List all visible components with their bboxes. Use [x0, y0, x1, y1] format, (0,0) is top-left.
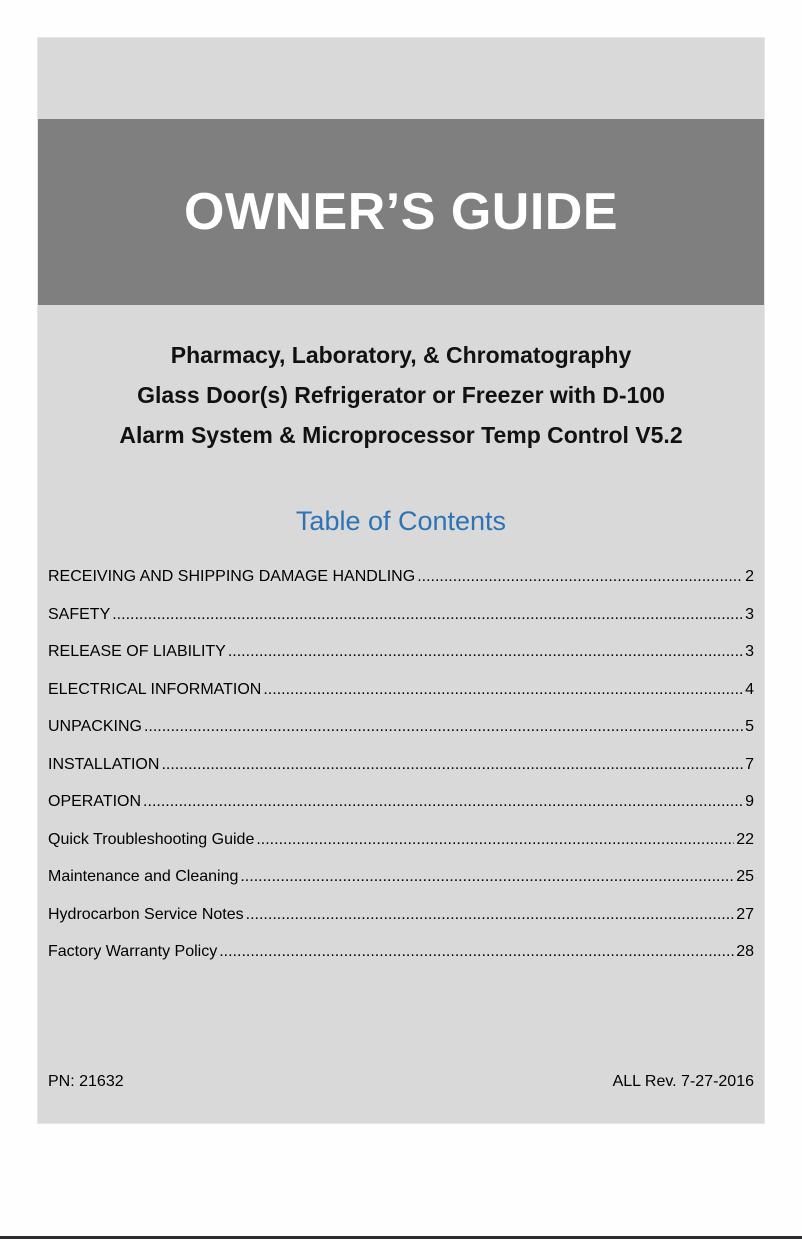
- toc-entry-page: 22: [736, 830, 754, 848]
- dot-leader: [417, 568, 743, 586]
- toc-entry-page: 2: [745, 568, 754, 585]
- dot-leader: [256, 831, 734, 849]
- toc-entry-page: 7: [745, 755, 754, 773]
- dot-leader: [263, 681, 743, 699]
- toc-entry-label: Factory Warranty Policy: [48, 943, 218, 960]
- toc-entry-label: SAFETY: [48, 605, 111, 623]
- toc-entry[interactable]: [48, 718, 754, 756]
- dot-leader: [240, 868, 734, 886]
- dot-leader: [161, 756, 743, 774]
- part-number: PN: 21632: [48, 1073, 124, 1090]
- toc-heading: Table of Contents: [295, 506, 507, 536]
- toc-entry-label: RECEIVING AND SHIPPING DAMAGE HANDLING: [48, 568, 416, 585]
- subtitle-line: Glass Door(s) Refrigerator or Freezer with D-100: [137, 382, 665, 408]
- document-title: OWNER’S GUIDE: [183, 183, 619, 241]
- revision: ALL Rev. 7-27-2016: [612, 1073, 754, 1090]
- toc-entry-page: 5: [745, 718, 754, 735]
- toc-entry-page: 28: [736, 943, 754, 960]
- dot-leader: [144, 718, 743, 736]
- toc-entry[interactable]: [48, 868, 754, 906]
- toc-entry-page: 3: [745, 643, 754, 660]
- toc-entry-page: 9: [745, 793, 754, 810]
- cover-page: [37, 37, 765, 1124]
- toc-entry[interactable]: [48, 906, 754, 944]
- toc-entry[interactable]: [48, 643, 754, 681]
- subtitle-line: Pharmacy, Laboratory, & Chromatography: [170, 342, 632, 368]
- toc-entry-page: 27: [736, 905, 754, 923]
- dot-leader: [246, 906, 735, 924]
- toc-entry[interactable]: [48, 943, 754, 981]
- toc-entry-page: 3: [745, 605, 754, 623]
- toc-entry[interactable]: [48, 831, 754, 869]
- toc-entry-label: RELEASE OF LIABILITY: [48, 643, 226, 660]
- footer: [48, 1073, 754, 1091]
- subtitle-line: Alarm System & Microprocessor Temp Control V5.2: [119, 422, 683, 448]
- toc-entry[interactable]: [48, 606, 754, 644]
- toc-entry-page: 4: [745, 680, 754, 698]
- toc-entry-label: Maintenance and Cleaning: [48, 868, 239, 885]
- toc-entry-label: UNPACKING: [48, 718, 142, 735]
- toc-entry[interactable]: [48, 756, 754, 794]
- dot-leader: [219, 943, 734, 961]
- toc-entry[interactable]: [48, 793, 754, 831]
- toc-entry-label: Hydrocarbon Service Notes: [48, 905, 244, 923]
- toc-entry-label: OPERATION: [48, 793, 142, 810]
- toc-entry-label: INSTALLATION: [48, 755, 160, 773]
- toc-entry[interactable]: [48, 681, 754, 719]
- toc-entry-label: Quick Troubleshooting Guide: [48, 830, 255, 848]
- dot-leader: [143, 793, 743, 811]
- table-of-contents: [48, 568, 754, 981]
- subtitle: [38, 335, 764, 455]
- title-band: [38, 119, 764, 305]
- dot-leader: [112, 606, 743, 624]
- toc-entry-label: ELECTRICAL INFORMATION: [48, 680, 262, 698]
- toc-entry-page: 25: [736, 868, 754, 885]
- dot-leader: [228, 643, 743, 661]
- toc-entry[interactable]: [48, 568, 754, 606]
